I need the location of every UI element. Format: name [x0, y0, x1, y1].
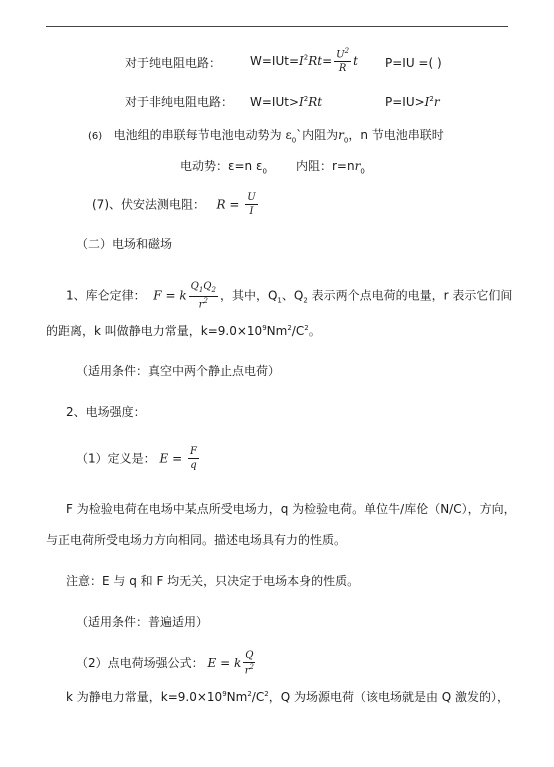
frac-num: F	[189, 446, 197, 457]
section-heading	[76, 238, 172, 250]
time-symbol: t	[353, 54, 358, 69]
frac-den: q	[190, 460, 197, 471]
battery-series-line	[88, 129, 444, 144]
battery-text-a: 电池组的串联每节电池电动势为	[113, 128, 282, 142]
f-over-q	[188, 446, 199, 471]
constant-text-a: k 为静电力常量，k=9.0×10	[66, 690, 223, 704]
voltammetry-line	[92, 192, 260, 217]
frac-num: Q	[245, 650, 254, 661]
battery-text-b: `内阻为	[296, 128, 339, 142]
constant-symbol: k	[233, 656, 242, 671]
resistance-symbol: r	[433, 95, 440, 109]
p-prefix: P=IU>	[385, 95, 425, 109]
q2-subscript: 2	[303, 296, 308, 305]
coulomb-text-c: 表示两个点电荷的电量，r 表示它们间	[307, 288, 513, 303]
item-number: (6)	[88, 131, 103, 142]
distance-symbol: r	[198, 299, 204, 311]
general-condition	[76, 616, 208, 628]
distance-exponent: 2	[249, 663, 254, 671]
charge-subscript: 2	[211, 286, 216, 294]
internal-resistance-formula: 内阻：r=n	[296, 159, 355, 173]
test-charge-line	[66, 503, 516, 515]
battery-text-c: ，n 节电池串联时	[348, 128, 444, 142]
coulomb-text-b: 、Q	[281, 288, 304, 303]
current-symbol: I	[299, 54, 304, 69]
emf-symbol: ε	[285, 128, 292, 142]
frac-den: I	[249, 206, 254, 217]
constant-text-c: /C	[251, 690, 265, 704]
paragraph-text: 与正电荷所受电场力方向相同。描述电场具有力的性质。	[46, 533, 347, 547]
non-pure-resistor-label: 对于非纯电阻电路：	[125, 95, 234, 109]
internal-resistance-symbol: r	[338, 128, 344, 142]
pure-resistor-line	[125, 57, 221, 69]
resistance-symbol: r	[354, 159, 361, 173]
current-symbol: I	[424, 95, 430, 109]
voltammetry-label: (7)、伏安法测电阻：	[92, 197, 205, 212]
resistance-symbol: R	[216, 197, 226, 212]
section-title: （二）电场和磁场	[76, 237, 173, 251]
frac-num: U	[247, 192, 256, 203]
exponent: 9	[222, 690, 227, 698]
p-formula: P=IU =( )	[385, 56, 442, 70]
force-symbol: F	[153, 288, 162, 303]
equals: =	[165, 288, 176, 303]
note-text: 注意：E 与 q 和 F 均无关，只决定于电场本身的性质。	[66, 574, 360, 588]
internal-resistance-subscript: 0	[343, 136, 349, 145]
field-symbol: E	[207, 656, 217, 671]
exponent: 9	[262, 324, 267, 332]
condition-text: （适用条件：普遍适用）	[76, 615, 209, 629]
pure-resistor-w-formula	[250, 48, 358, 74]
frac-den: R	[338, 63, 347, 75]
point-charge-constant-line	[66, 691, 509, 703]
condition-text: （适用条件：真空中两个静止点电荷）	[76, 364, 281, 378]
exponent: 2	[429, 95, 434, 103]
pure-resistor-p-formula	[385, 57, 442, 69]
constant-text-b: Nm	[266, 324, 288, 338]
q-over-r2	[243, 650, 255, 676]
non-pure-resistor-p-formula	[385, 96, 440, 108]
constant-text-c: /C	[291, 324, 305, 338]
field-strength-heading	[66, 406, 146, 418]
w-prefix: W=IUt=	[250, 54, 300, 69]
rt-term: Rt	[308, 95, 323, 109]
exponent: 2	[247, 690, 252, 698]
heading-text: 2、电场强度：	[66, 405, 146, 419]
exponent: 2	[264, 690, 269, 698]
u-over-i	[245, 192, 257, 217]
frac-num-exp: 2	[344, 47, 350, 55]
direction-line	[46, 534, 346, 546]
definition-label: （1）定义是：	[76, 451, 156, 466]
non-pure-resistor-line	[125, 96, 233, 108]
equals: =	[229, 197, 240, 212]
constant-symbol: k	[179, 288, 187, 303]
emf-formula: 电动势：ε=n ε	[180, 159, 263, 173]
point-charge-line	[76, 650, 257, 676]
point-charge-label: （2）点电荷场强公式：	[76, 656, 204, 671]
charge-symbol: Q	[190, 281, 199, 292]
constant-text-a: 的距离，k 叫做静电力常量，k=9.0×10	[46, 324, 263, 338]
exponent: 2	[304, 324, 309, 332]
distance-symbol: r	[244, 665, 250, 677]
distance-exponent: 2	[203, 296, 208, 305]
coulomb-condition	[76, 365, 280, 377]
emf-subscript: 0	[262, 167, 267, 176]
coulomb-text-a: ，其中，Q	[219, 288, 278, 303]
constant-text-d: 。	[308, 324, 321, 338]
exponent: 2	[303, 95, 309, 103]
constant-text-b: Nm	[226, 690, 248, 704]
non-pure-resistor-w-formula	[250, 96, 322, 108]
coulomb-label: 1、库仑定律：	[66, 288, 146, 303]
u-squared-over-r	[334, 48, 351, 74]
emf-subscript: 0	[291, 136, 297, 145]
charge-subscript: 1	[198, 286, 204, 294]
top-rule	[46, 26, 508, 27]
q1-subscript: 1	[277, 296, 282, 305]
internal-resistance-line	[296, 160, 365, 175]
equals: =	[172, 451, 183, 466]
emf-line	[180, 160, 267, 175]
field-symbol: E	[159, 451, 169, 466]
equals: =	[220, 656, 231, 671]
greater-than: >	[288, 95, 300, 109]
w-prefix: W=IUt	[250, 95, 289, 109]
note-line	[66, 575, 359, 587]
paragraph-text: F 为检验电荷在电场中某点所受电场力，q 为检验电荷。单位牛/库伦（N/C），方向，	[66, 502, 516, 516]
coulomb-law-line	[66, 281, 512, 310]
rt-term: Rt	[308, 54, 323, 69]
equals: =	[322, 54, 333, 69]
pure-resistor-label: 对于纯电阻电路：	[125, 56, 222, 70]
constant-text-d: ，Q 为场源电荷（该电场就是由 Q 激发的），	[268, 690, 510, 704]
exponent: 2	[303, 53, 309, 62]
field-definition-line	[76, 446, 201, 471]
coulomb-constant-line	[46, 325, 321, 337]
resistance-subscript: 0	[360, 167, 365, 176]
frac-num: U	[336, 49, 345, 61]
q1q2-over-r2	[189, 281, 218, 310]
exponent: 2	[287, 324, 292, 332]
current-symbol: I	[299, 95, 304, 109]
charge-symbol: Q	[203, 281, 212, 292]
